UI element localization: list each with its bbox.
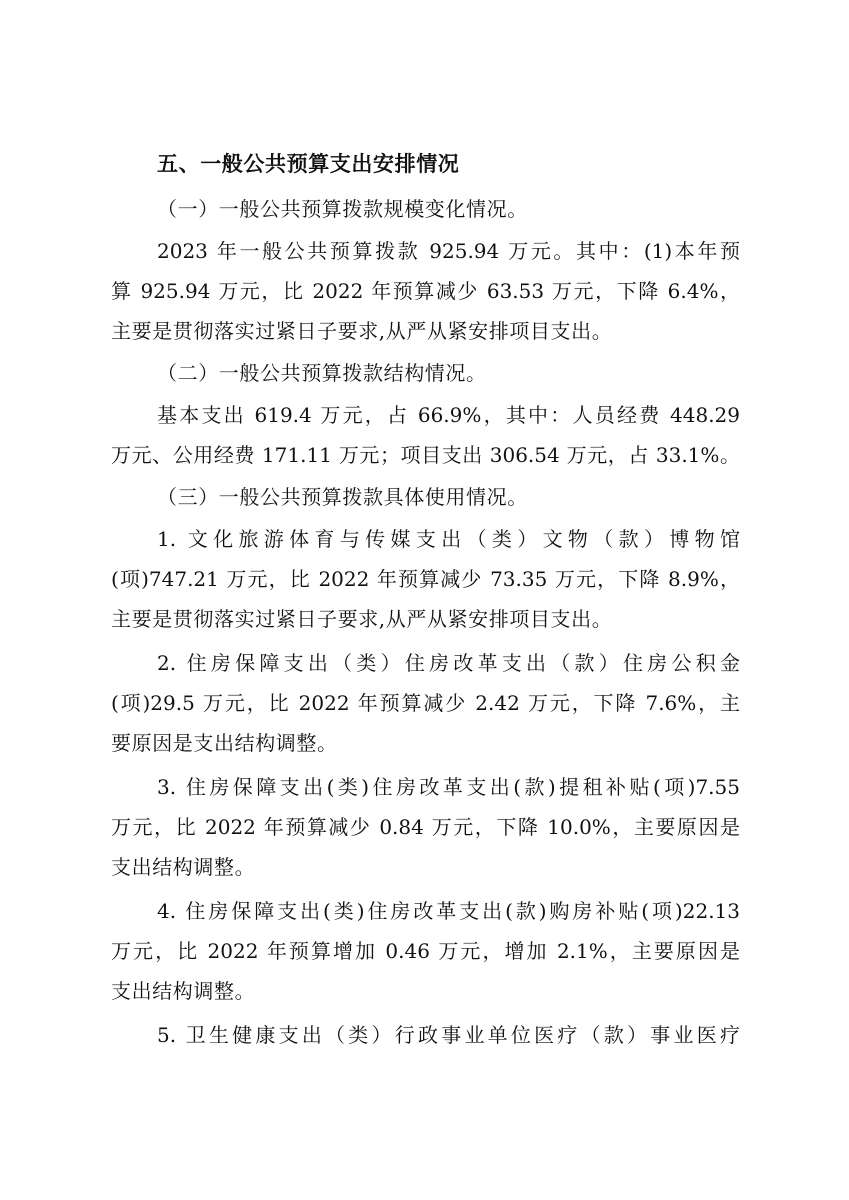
paragraph-line: 1. 文化旅游体育与传媒支出（类）文物（款）博物馆 bbox=[157, 527, 740, 551]
paragraph-line: 算 925.94 万元，比 2022 年预算减少 63.53 万元，下降 6.4%， bbox=[111, 279, 740, 303]
paragraph-line: 2023 年一般公共预算拨款 925.94 万元。其中：(1)本年预 bbox=[157, 239, 740, 263]
paragraph-line: (项)29.5 万元，比 2022 年预算减少 2.42 万元，下降 7.6%，主 bbox=[111, 691, 740, 715]
paragraph-line: 支出结构调整。 bbox=[111, 979, 256, 1003]
subsection-title-3: （三）一般公共预算拨款具体使用情况。 bbox=[157, 485, 528, 509]
paragraph-line: 支出结构调整。 bbox=[111, 855, 256, 879]
paragraph-line: 2. 住房保障支出（类）住房改革支出（款）住房公积金 bbox=[157, 651, 740, 675]
paragraph-line: 万元，比 2022 年预算减少 0.84 万元，下降 10.0%，主要原因是 bbox=[111, 815, 740, 839]
subsection-title-2: （二）一般公共预算拨款结构情况。 bbox=[157, 361, 487, 385]
paragraph-line: 万元，比 2022 年预算增加 0.46 万元，增加 2.1%，主要原因是 bbox=[111, 939, 740, 963]
paragraph-line: (项)747.21 万元，比 2022 年预算减少 73.35 万元，下降 8.9%， bbox=[111, 567, 740, 591]
paragraph-line: 要原因是支出结构调整。 bbox=[111, 731, 338, 755]
paragraph-line: 基本支出 619.4 万元，占 66.9%，其中：人员经费 448.29 bbox=[157, 403, 740, 427]
paragraph-line: 4. 住房保障支出(类)住房改革支出(款)购房补贴(项)22.13 bbox=[157, 899, 740, 923]
subsection-title-1: （一）一般公共预算拨款规模变化情况。 bbox=[157, 197, 528, 221]
paragraph-line: 5. 卫生健康支出（类）行政事业单位医疗（款）事业医疗 bbox=[157, 1023, 740, 1047]
section-heading: 五、一般公共预算支出安排情况 bbox=[157, 152, 460, 176]
paragraph-line: 万元、公用经费 171.11 万元；项目支出 306.54 万元，占 33.1%。 bbox=[111, 443, 740, 467]
paragraph-line: 主要是贯彻落实过紧日子要求,从严从紧安排项目支出。 bbox=[111, 607, 613, 631]
paragraph-line: 3. 住房保障支出(类)住房改革支出(款)提租补贴(项)7.55 bbox=[157, 775, 740, 799]
paragraph-line: 主要是贯彻落实过紧日子要求,从严从紧安排项目支出。 bbox=[111, 319, 613, 343]
